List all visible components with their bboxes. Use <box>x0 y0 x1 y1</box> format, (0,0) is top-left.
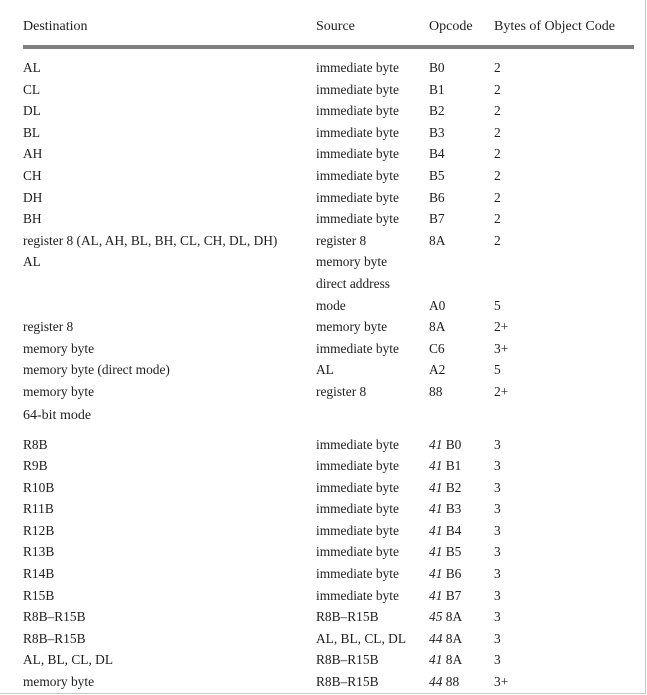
cell-opcode <box>429 208 494 230</box>
cell-bytes: 3 <box>494 566 501 582</box>
opcode-value: A0 <box>429 297 446 313</box>
cell-destination: DH <box>23 189 43 205</box>
cell-source: AL, BL, CL, DL <box>316 630 407 646</box>
cell-destination: AL, BL, CL, DL <box>23 652 114 668</box>
opcode-value: B5 <box>445 544 462 560</box>
cell-bytes: 2 <box>494 60 501 75</box>
table-row <box>23 498 634 520</box>
header-bytes: Bytes of Object Code <box>494 19 634 47</box>
cell-source: immediate byte <box>316 211 399 227</box>
opcode-prefix: 44 <box>429 630 443 646</box>
cell-opcode <box>429 230 494 252</box>
cell-opcode <box>429 606 494 628</box>
opcode-value: B0 <box>445 436 462 452</box>
opcode-value: 8A <box>429 319 446 335</box>
cell-source: immediate byte <box>316 167 399 183</box>
cell-source: immediate byte <box>316 103 399 119</box>
opcode-value: 88 <box>445 674 460 690</box>
cell-opcode <box>429 455 494 477</box>
cell-source: immediate byte <box>316 566 399 582</box>
cell-source: immediate byte <box>316 124 399 140</box>
cell-opcode <box>429 649 494 671</box>
cell-bytes: 2 <box>494 103 501 119</box>
opcode-value: 8A <box>445 630 463 646</box>
cell-source: memory byte <box>316 319 388 335</box>
cell-bytes: 3+ <box>494 340 509 356</box>
cell-source: immediate byte <box>316 81 399 97</box>
cell-bytes: 3 <box>494 458 501 474</box>
cell-bytes: 2 <box>494 81 501 97</box>
opcode-value: B6 <box>429 189 445 205</box>
cell-opcode <box>429 585 494 607</box>
cell-destination: R8B <box>23 436 48 452</box>
cell-source: AL <box>316 362 334 378</box>
table-row <box>23 273 634 295</box>
cell-opcode <box>429 273 494 295</box>
cell-bytes: 2 <box>494 211 501 227</box>
cell-bytes <box>494 251 634 273</box>
mov-opcode-table <box>23 19 634 693</box>
opcode-prefix: 41 <box>429 587 443 603</box>
cell-source: immediate byte <box>316 501 399 517</box>
cell-opcode <box>429 251 494 273</box>
cell-opcode <box>429 434 494 456</box>
table-row <box>23 541 634 563</box>
opcode-prefix: 41 <box>429 458 443 474</box>
cell-destination: CH <box>23 167 42 183</box>
table-row <box>23 628 634 650</box>
opcode-value: B4 <box>429 146 445 162</box>
cell-bytes: 5 <box>494 297 501 313</box>
opcode-value: B1 <box>445 458 462 474</box>
table-row <box>23 434 634 456</box>
opcode-value: B3 <box>429 124 445 140</box>
table-row <box>23 187 634 209</box>
cell-destination: R10B <box>23 479 55 495</box>
cell-destination: AL <box>23 254 41 270</box>
cell-destination: R11B <box>23 501 54 517</box>
cell-source: immediate byte <box>316 436 399 452</box>
cell-opcode <box>429 541 494 563</box>
cell-bytes: 2+ <box>494 319 509 335</box>
opcode-value: B7 <box>445 587 462 603</box>
opcode-value: 8A <box>445 609 463 625</box>
table-row <box>23 208 634 230</box>
cell-bytes: 2 <box>494 189 501 205</box>
cell-destination: register 8 (AL, AH, BL, BH, CL, CH, DL, DH) <box>23 232 278 248</box>
cell-source: immediate byte <box>316 189 399 205</box>
opcode-prefix: 44 <box>429 674 443 690</box>
cell-opcode <box>429 187 494 209</box>
cell-destination: CL <box>23 81 41 97</box>
opcode-value: B2 <box>429 103 445 119</box>
header-destination: Destination <box>23 19 316 47</box>
opcode-value: 8A <box>429 232 446 248</box>
table-row <box>23 79 634 101</box>
cell-opcode <box>429 477 494 499</box>
cell-destination: BL <box>23 124 41 140</box>
cell-opcode <box>429 498 494 520</box>
table-row <box>23 316 634 338</box>
cell-opcode <box>429 143 494 165</box>
opcode-value: B4 <box>445 522 462 538</box>
cell-opcode <box>429 316 494 338</box>
opcode-prefix: 45 <box>429 609 443 625</box>
cell-bytes: 3 <box>494 501 501 517</box>
cell-destination: AH <box>23 146 43 162</box>
opcode-prefix: 41 <box>429 544 443 560</box>
opcode-prefix: 41 <box>429 566 443 582</box>
cell-destination: memory byte <box>23 383 95 399</box>
table-row <box>23 671 634 693</box>
cell-destination: DL <box>23 103 41 119</box>
cell-bytes: 3 <box>494 436 501 452</box>
cell-opcode <box>429 122 494 144</box>
cell-bytes: 3 <box>494 609 501 625</box>
table-row <box>23 455 634 477</box>
cell-destination: memory byte <box>23 674 95 690</box>
section-row <box>23 403 634 434</box>
cell-source: immediate byte <box>316 544 399 560</box>
cell-bytes: 2 <box>494 232 501 248</box>
opcode-prefix: 41 <box>429 501 443 517</box>
cell-source: immediate byte <box>316 587 399 603</box>
section-label: 64-bit mode <box>23 407 92 423</box>
cell-source: memory byte <box>316 254 388 270</box>
cell-destination: BH <box>23 211 42 227</box>
cell-source: direct address <box>316 275 390 291</box>
cell-bytes: 3 <box>494 587 501 603</box>
opcode-value: C6 <box>429 340 445 356</box>
cell-opcode <box>429 359 494 381</box>
cell-source: immediate byte <box>316 458 399 474</box>
cell-bytes: 3 <box>494 652 501 668</box>
opcode-prefix: 41 <box>429 652 443 668</box>
table-header-row <box>23 19 634 47</box>
cell-source: immediate byte <box>316 479 399 495</box>
opcode-value: B3 <box>445 501 462 517</box>
cell-destination: R14B <box>23 566 55 582</box>
opcode-value: B6 <box>445 566 462 582</box>
cell-source: immediate byte <box>316 522 399 538</box>
table-row <box>23 563 634 585</box>
table-row <box>23 230 634 252</box>
cell-destination: register 8 <box>23 319 74 335</box>
opcode-value: B0 <box>429 60 445 75</box>
opcode-value: B5 <box>429 167 445 183</box>
cell-source: register 8 <box>316 232 367 248</box>
table-body <box>23 47 634 693</box>
cell-bytes: 2+ <box>494 383 509 399</box>
cell-bytes <box>494 273 634 295</box>
opcode-prefix: 41 <box>429 479 443 495</box>
cell-opcode <box>429 671 494 693</box>
cell-bytes: 2 <box>494 124 501 140</box>
cell-source: R8B–R15B <box>316 609 379 625</box>
cell-bytes: 5 <box>494 362 501 378</box>
table-row <box>23 251 634 273</box>
cell-destination: R8B–R15B <box>23 609 86 625</box>
cell-destination: R13B <box>23 544 55 560</box>
cell-bytes: 3 <box>494 522 501 538</box>
cell-source: register 8 <box>316 383 367 399</box>
opcode-value: 88 <box>429 383 443 399</box>
cell-opcode <box>429 628 494 650</box>
cell-destination: R9B <box>23 458 48 474</box>
table-row <box>23 338 634 360</box>
table-row <box>23 585 634 607</box>
header-source: Source <box>316 19 429 47</box>
cell-destination <box>23 273 316 295</box>
cell-opcode <box>429 338 494 360</box>
cell-destination: R15B <box>23 587 55 603</box>
cell-destination: memory byte <box>23 340 95 356</box>
table-row <box>23 143 634 165</box>
opcode-value: B1 <box>429 81 445 97</box>
table-row <box>23 606 634 628</box>
table-row <box>23 47 634 79</box>
table-row <box>23 100 634 122</box>
cell-opcode <box>429 381 494 403</box>
header-opcode: Opcode <box>429 19 494 47</box>
cell-opcode <box>429 100 494 122</box>
cell-opcode <box>429 79 494 101</box>
table-row <box>23 520 634 542</box>
opcode-prefix: 41 <box>429 522 443 538</box>
cell-bytes: 3 <box>494 544 501 560</box>
cell-source: immediate byte <box>316 60 399 75</box>
table-row <box>23 381 634 403</box>
cell-destination: AL <box>23 60 41 75</box>
table-row <box>23 295 634 317</box>
cell-bytes: 2 <box>494 167 501 183</box>
cell-opcode <box>429 47 494 79</box>
table-row <box>23 359 634 381</box>
cell-destination <box>23 295 316 317</box>
cell-destination: R12B <box>23 522 55 538</box>
opcode-value: 8A <box>445 652 463 668</box>
opcode-value: B2 <box>445 479 462 495</box>
cell-bytes: 3 <box>494 479 501 495</box>
table-row <box>23 477 634 499</box>
cell-destination: R8B–R15B <box>23 630 86 646</box>
cell-source: R8B–R15B <box>316 674 379 690</box>
cell-opcode <box>429 520 494 542</box>
cell-bytes: 2 <box>494 146 501 162</box>
cell-source: mode <box>316 297 346 313</box>
cell-bytes: 3+ <box>494 674 509 690</box>
table-row <box>23 165 634 187</box>
cell-opcode <box>429 563 494 585</box>
cell-bytes: 3 <box>494 630 501 646</box>
cell-destination: memory byte (direct mode) <box>23 362 170 378</box>
opcode-prefix: 41 <box>429 436 443 452</box>
cell-source: immediate byte <box>316 340 399 356</box>
opcode-value: A2 <box>429 362 446 378</box>
cell-opcode <box>429 295 494 317</box>
cell-source: R8B–R15B <box>316 652 379 668</box>
cell-opcode <box>429 165 494 187</box>
cell-source: immediate byte <box>316 146 399 162</box>
table-row <box>23 122 634 144</box>
table-row <box>23 649 634 671</box>
opcode-value: B7 <box>429 211 445 227</box>
